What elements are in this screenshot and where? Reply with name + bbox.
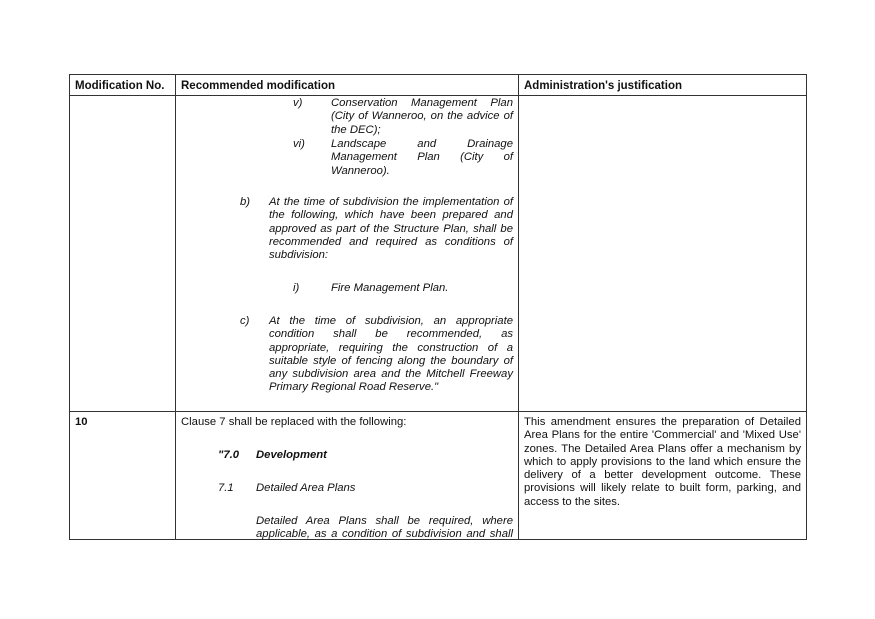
subclause-paragraph	[256, 515, 513, 542]
clause-heading-number: "7.0	[218, 449, 240, 461]
table-left-border	[69, 74, 70, 540]
item-v-number: v)	[293, 97, 303, 109]
item-c-line: any subdivision area and the Mitchell Freeway	[269, 368, 513, 381]
item-i-number: i)	[293, 282, 300, 294]
item-b-number: b)	[240, 196, 251, 208]
justification-line: delivery of a better development outcome. These	[524, 469, 801, 482]
item-v-line: the DEC);	[331, 123, 381, 136]
item-b-line: recommended and required as conditions of	[269, 235, 513, 248]
item-c-line: Primary Regional Road Reserve."	[269, 381, 439, 394]
item-c-line: At the time of subdivision, an appropriate	[269, 315, 513, 327]
column-divider-2	[518, 74, 519, 540]
justification-line: zones. The Detailed Area Plans offer a mechanism by	[524, 442, 801, 455]
item-b-line: the following, which have been prepared and	[269, 209, 513, 222]
item-c-number: c)	[240, 315, 250, 327]
header-modification-no: Modification No.	[75, 80, 165, 92]
item-b-line: approved as part of the Structure Plan, shall be	[269, 222, 513, 235]
header-recommended-modification: Recommended modification	[181, 80, 335, 92]
justification-line: This amendment ensures the preparation of Detailed	[524, 416, 801, 428]
table-top-border	[69, 74, 807, 75]
justification-line: Area Plans for the entire 'Commercial' and 'Mixed Use'	[524, 429, 801, 442]
clause-heading-text: Development	[256, 449, 327, 461]
header-bottom-border	[69, 95, 807, 96]
row-divider	[69, 411, 807, 412]
subclause-number: 7.1	[218, 482, 234, 494]
item-v-line: Conservation Management Plan	[331, 97, 513, 109]
item-vi-text	[331, 138, 513, 178]
item-b-line: subdivision:	[269, 249, 329, 262]
item-vi-number: vi)	[293, 138, 305, 150]
item-c-line: condition shall be recommended, as	[269, 328, 513, 341]
modification-intro: Clause 7 shall be replaced with the following:	[181, 416, 407, 428]
item-vi-line: Wanneroo).	[331, 164, 390, 177]
item-c-line: suitable style of fencing along the boundary of	[269, 354, 513, 367]
justification-line: which to apply provisions to the land which ensure the	[524, 455, 801, 468]
item-c-line: appropriate, requiring the construction of a	[269, 341, 513, 354]
justification-line: provisions will likely relate to built form, parking, and	[524, 482, 801, 495]
header-justification: Administration's justification	[524, 80, 682, 92]
item-vi-line: Landscape and Drainage	[331, 138, 513, 150]
item-b-line: At the time of subdivision the implementation of	[269, 196, 513, 208]
table-right-border	[806, 74, 807, 540]
item-c-text	[269, 315, 513, 395]
column-divider-1	[175, 74, 176, 540]
modification-number: 10	[75, 416, 88, 428]
item-b-text	[269, 196, 513, 262]
item-v-line: (City of Wanneroo, on the advice of	[331, 110, 513, 123]
justification-text	[524, 416, 801, 509]
paragraph-line: Detailed Area Plans shall be required, where	[256, 515, 513, 527]
item-vi-line: Management Plan (City of	[331, 151, 513, 164]
item-i-text: Fire Management Plan.	[331, 282, 449, 294]
justification-line: access to the sites.	[524, 495, 621, 508]
item-v-text	[331, 97, 513, 137]
subclause-text: Detailed Area Plans	[256, 482, 356, 494]
paragraph-line: applicable, as a condition of subdivision and shall	[256, 528, 513, 541]
